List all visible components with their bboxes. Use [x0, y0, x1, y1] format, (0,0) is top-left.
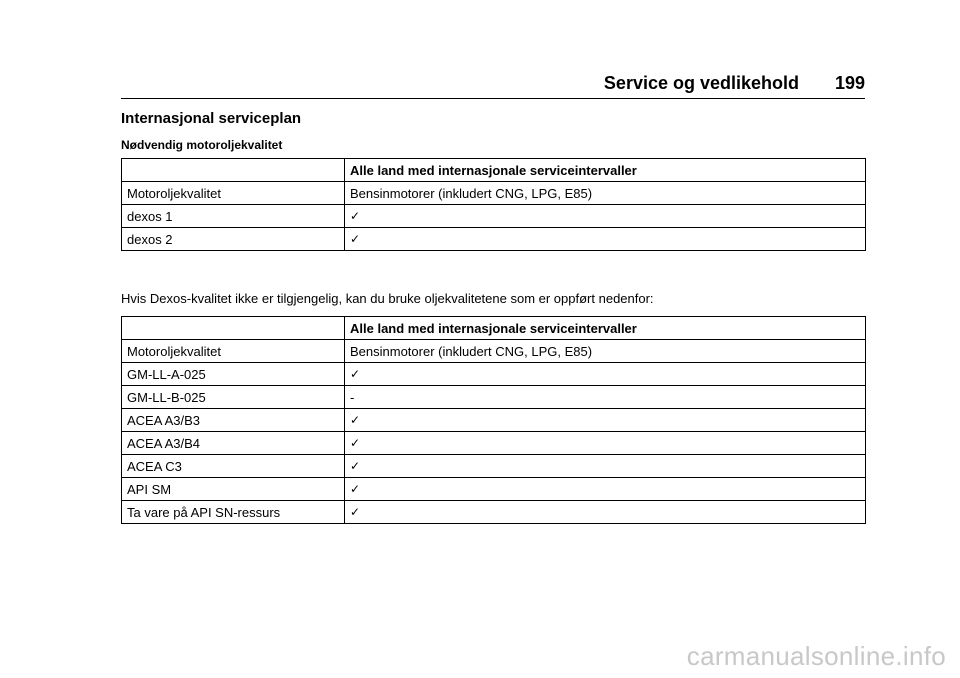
- table-cell: GM-LL-B-025: [122, 386, 345, 409]
- table-row: [122, 228, 866, 251]
- body-paragraph: Hvis Dexos-kvalitet ikke er tilgjengelig, kan du bruke oljekvalitetene som er oppført nedenfor:: [121, 291, 654, 306]
- checkmark-icon: ✓: [345, 363, 866, 386]
- oil-quality-table-alternative: [121, 316, 866, 524]
- table-cell: dexos 1: [122, 205, 345, 228]
- table-cell: Ta vare på API SN-ressurs: [122, 501, 345, 524]
- checkmark-icon: ✓: [345, 228, 866, 251]
- table-cell: Bensinmotorer (inkludert CNG, LPG, E85): [345, 340, 866, 363]
- page-number: 199: [834, 73, 865, 93]
- watermark: carmanualsonline.info: [686, 641, 946, 671]
- table-header-row: [122, 159, 866, 182]
- table-row: [122, 478, 866, 501]
- table-cell: ACEA A3/B4: [122, 432, 345, 455]
- page-header: [121, 70, 865, 99]
- table-header-cell: Alle land med internasjonale serviceintervaller: [345, 317, 866, 340]
- table-row: [122, 432, 866, 455]
- table-cell: Motoroljekvalitet: [122, 340, 345, 363]
- table-cell: ACEA A3/B3: [122, 409, 345, 432]
- table-cell: dexos 2: [122, 228, 345, 251]
- table-row: [122, 501, 866, 524]
- table-row: [122, 205, 866, 228]
- table-cell: Bensinmotorer (inkludert CNG, LPG, E85): [345, 182, 866, 205]
- checkmark-icon: ✓: [345, 432, 866, 455]
- checkmark-icon: ✓: [345, 455, 866, 478]
- checkmark-icon: ✓: [345, 478, 866, 501]
- table-cell: -: [345, 386, 866, 409]
- table-row: [122, 386, 866, 409]
- oil-quality-table-required: [121, 158, 866, 251]
- table-row: [122, 363, 866, 386]
- table-row: [122, 409, 866, 432]
- table-header-cell: [122, 317, 345, 340]
- table-cell: API SM: [122, 478, 345, 501]
- running-title: Service og vedlikehold: [603, 73, 799, 93]
- table-cell: ACEA C3: [122, 455, 345, 478]
- subsection-title: Nødvendig motoroljekvalitet: [121, 138, 283, 152]
- checkmark-icon: ✓: [345, 205, 866, 228]
- table-cell: GM-LL-A-025: [122, 363, 345, 386]
- table-row: [122, 182, 866, 205]
- table-header-row: [122, 317, 866, 340]
- checkmark-icon: ✓: [345, 501, 866, 524]
- table-header-cell: Alle land med internasjonale serviceintervaller: [345, 159, 866, 182]
- table-cell: Motoroljekvalitet: [122, 182, 345, 205]
- table-header-cell: [122, 159, 345, 182]
- checkmark-icon: ✓: [345, 409, 866, 432]
- table-row: [122, 455, 866, 478]
- table-row: [122, 340, 866, 363]
- section-title: Internasjonal serviceplan: [121, 110, 302, 127]
